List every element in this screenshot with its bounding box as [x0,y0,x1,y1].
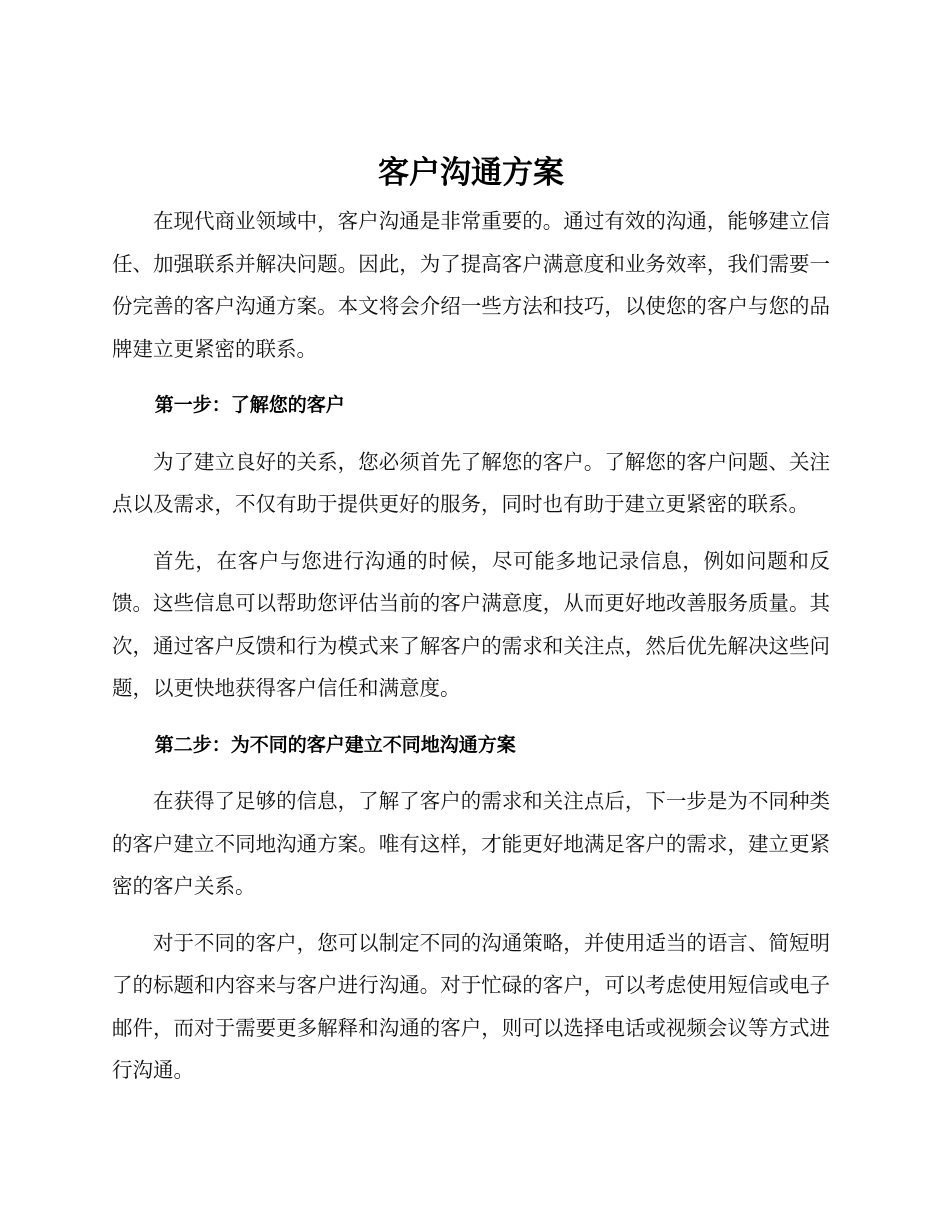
section-heading: 第二步：为不同的客户建立不同地沟通方案 [154,733,516,756]
document-page [112,150,830,1106]
intro-paragraph: 在现代商业领域中，客户沟通是非常重要的。通过有效的沟通，能够建立信任、加强联系并解决问题。因此，为了提高客户满意度和业务效率，我们需要一份完善的客户沟通方案。本文将会介绍一些方法和技巧，以使您的客户与您的品牌建立更紧密的联系。 [112,209,830,361]
section-step-two [112,724,830,1092]
section-step-one [112,384,830,710]
document-title: 客户沟通方案 [378,155,564,191]
body-paragraph: 在获得了足够的信息，了解了客户的需求和关注点后，下一步是为不同种类的客户建立不同地沟通方案。唯有这样，才能更好地满足客户的需求，建立更紧密的客户关系。 [112,789,830,898]
body-paragraph: 对于不同的客户，您可以制定不同的沟通策略，并使用适当的语言、简短明了的标题和内容来与客户进行沟通。对于忙碌的客户，可以考虑使用短信或电子邮件，而对于需要更多解释和沟通的客户，则可以选择电话或视频会议等方式进行沟通。 [112,930,830,1082]
section-heading: 第一步：了解您的客户 [154,394,345,416]
body-paragraph: 为了建立良好的关系，您必须首先了解您的客户。了解您的客户问题、关注点以及需求，不仅有助于提供更好的服务，同时也有助于建立更紧密的联系。 [112,449,830,516]
body-paragraph: 首先，在客户与您进行沟通的时候，尽可能多地记录信息，例如问题和反馈。这些信息可以帮助您评估当前的客户满意度，从而更好地改善服务质量。其次，通过客户反馈和行为模式来了解客户的需求和关注点，然后优先解决这些问题，以更快地获得客户信任和满意度。 [112,548,830,700]
